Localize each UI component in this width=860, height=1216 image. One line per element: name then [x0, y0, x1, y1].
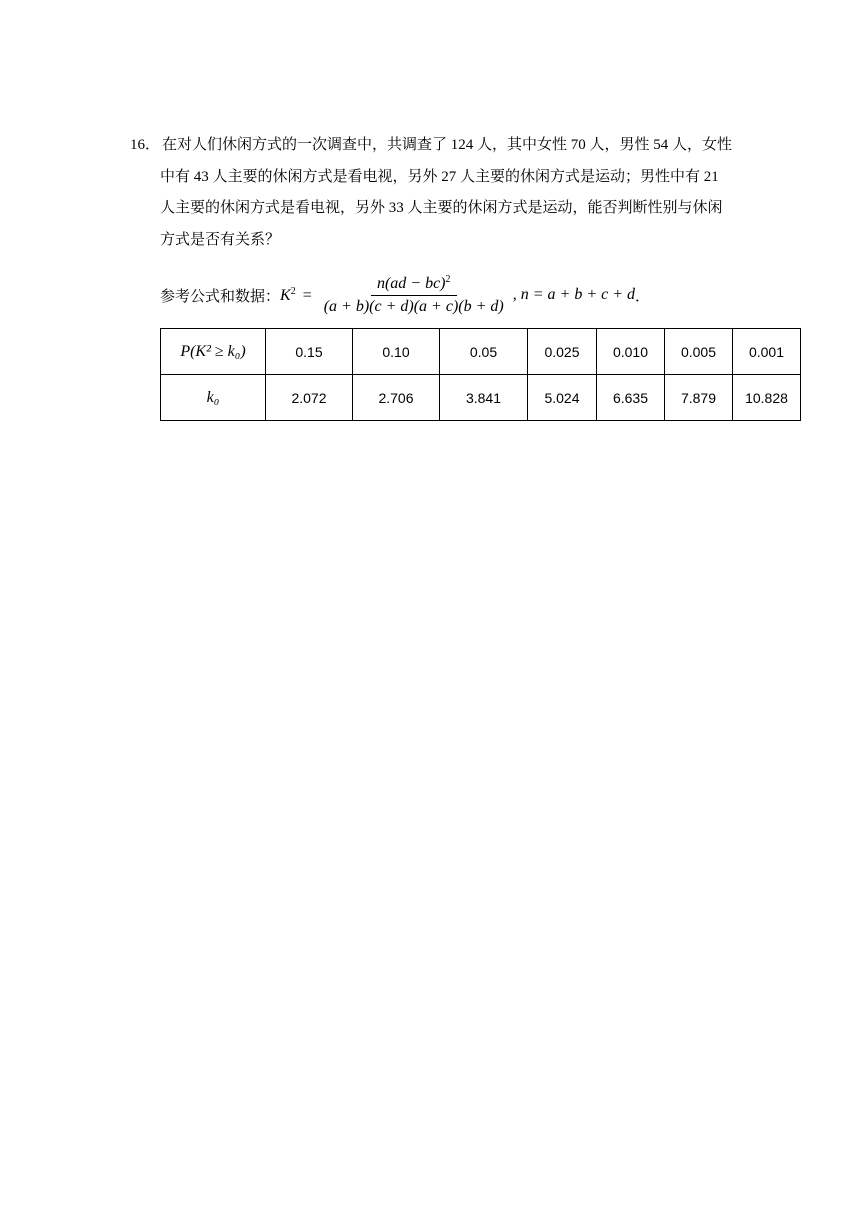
problem-text-1: 在对人们休闲方式的一次调查中，共调查了 124 人，其中女性 70 人，男性 54 人，女性	[162, 137, 733, 153]
problem-text-2: 中有 43 人主要的休闲方式是看电视，另外 27 人主要的休闲方式是运动；男性中有 21	[160, 168, 719, 185]
formula-fraction	[318, 274, 510, 316]
table-cell: 0.010	[597, 329, 665, 375]
table-cell: 6.635	[597, 375, 665, 421]
reference-label: 参考公式和数据：	[160, 288, 281, 305]
table-head-p: P(K² ≥ k₀)	[161, 329, 266, 375]
formula-lhs: $K^2$ =	[280, 285, 312, 304]
table-row-p	[161, 329, 801, 375]
reference-formula	[160, 270, 650, 320]
formula-numerator: n(ad − bc)$^2$	[371, 274, 457, 296]
table-row-k	[161, 375, 801, 421]
table-cell: 2.706	[353, 375, 440, 421]
table-head-k: k₀	[161, 375, 266, 421]
table-cell: 5.024	[528, 375, 597, 421]
problem-text-4: 方式是否有关系？	[160, 231, 281, 248]
problem-16	[130, 130, 750, 256]
table-cell: 0.05	[440, 329, 528, 375]
problem-line-1	[130, 130, 750, 162]
table-cell: 0.15	[266, 329, 353, 375]
table-cell: 0.025	[528, 329, 597, 375]
table-cell: 2.072	[266, 375, 353, 421]
formula-tail: , n = a + b + c + d	[512, 286, 636, 303]
table-cell: 7.879	[665, 375, 733, 421]
table-cell: 3.841	[440, 375, 528, 421]
critical-value-table	[160, 328, 801, 421]
table-cell: 0.10	[353, 329, 440, 375]
table-cell: 0.001	[733, 329, 801, 375]
problem-text-3: 人主要的休闲方式是看电视，另外 33 人主要的休闲方式是运动，能否判断性别与休闲	[160, 200, 723, 216]
table-cell: 10.828	[733, 375, 801, 421]
table-cell: 0.005	[665, 329, 733, 375]
formula-end: ．	[635, 288, 651, 305]
problem-number: 16．	[130, 137, 161, 153]
formula-denominator: (a + b)(c + d)(a + c)(b + d)	[323, 298, 504, 315]
